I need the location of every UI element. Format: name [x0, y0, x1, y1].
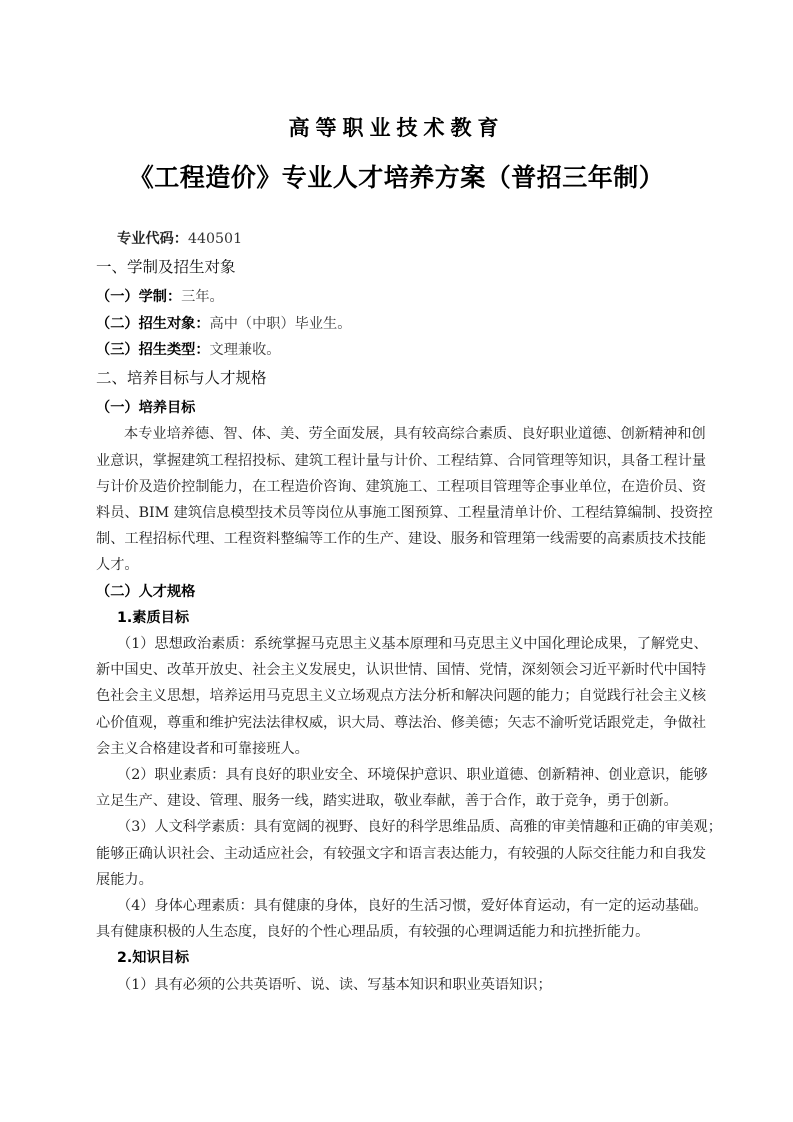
- text-line: 人才。: [96, 557, 139, 574]
- section-1-item: [96, 284, 698, 310]
- document-body: [96, 226, 722, 998]
- text-line: 业意识，掌握建筑工程招投标、建筑工程计量与计价、工程结算、合同管理等知识，具备工程计量: [96, 452, 707, 469]
- text-line: 与计价及造价控制能力，在工程造价咨询、建筑施工、工程项目管理等企事业单位，在造价员、资: [96, 478, 707, 495]
- training-goal-paragraph: [96, 421, 713, 578]
- text-line: 展能力。: [96, 871, 153, 888]
- text-line: 具有健康积极的人生态度，良好的个性心理品质，有较强的心理调适能力和抗挫折能力。: [96, 924, 650, 941]
- item-label: （一）学制：: [96, 289, 182, 306]
- quality-paragraph-physical: [96, 893, 708, 945]
- section-1-heading: 一、学制及招生对象: [96, 258, 236, 277]
- text-line: 本专业培养德、智、体、美、劳全面发展，具有较高综合素质、良好职业道德、创新精神和创: [124, 426, 706, 443]
- text-line: 心价值观，尊重和维护宪法法律权威，识大局、尊法治、修美德；矢志不渝听党话跟党走，争做社: [96, 714, 707, 731]
- quality-goals-heading: 1.素质目标: [117, 609, 190, 626]
- subsection-talent-spec-heading: （二）人才规格: [96, 583, 196, 600]
- text-line: 立足生产、建设、管理、服务一线，踏实进取，敬业奉献，善于合作，敢于竞争，勇于创新。: [96, 793, 678, 810]
- section-1-item: [96, 337, 698, 363]
- subsection-training-goal-heading: （一）培养目标: [96, 400, 196, 417]
- section-2-heading: 二、培养目标与人才规格: [96, 369, 267, 388]
- item-label: （二）招生对象：: [96, 315, 210, 332]
- text-line: 会主义合格建设者和可靠接班人。: [96, 740, 309, 757]
- major-code-value: 440501: [187, 231, 243, 247]
- item-value: 高中（中职）毕业生。: [209, 315, 352, 332]
- major-code-label: 专业代码：: [117, 231, 188, 247]
- text-line: 新中国史、改革开放史、社会主义发展史，认识世情、国情、党情，深刻领会习近平新时代中国特: [96, 662, 707, 679]
- document-title-line1: 高等职业技术教育: [288, 116, 505, 140]
- text-line: （4）身体心理素质：具有健康的身体，良好的生活习惯，爱好体育运动，有一定的运动基础。: [117, 898, 708, 915]
- quality-paragraph-humanities: [96, 814, 722, 893]
- quality-paragraph-political: [96, 631, 708, 762]
- quality-paragraph-professional: [96, 762, 708, 814]
- item-label: （三）招生类型：: [96, 341, 210, 358]
- knowledge-paragraph-english: [96, 972, 698, 998]
- text-line: （3）人文科学素质：具有宽阔的视野、良好的科学思维品质、高雅的审美情趣和正确的审美观；: [117, 819, 722, 836]
- document-title-line2: 《工程造价》专业人才培养方案（普招三年制）: [128, 163, 665, 192]
- text-line: 色社会主义思想，培养运用马克思主义立场观点方法分析和解决问题的能力；自觉践行社会主义核: [96, 688, 707, 705]
- text-line: 制、工程招标代理、工程资料整编等工作的生产、建设、服务和管理第一线需要的高素质技术技能: [96, 531, 707, 548]
- text-line: 能够正确认识社会、主动适应社会，有较强文字和语言表达能力，有较强的人际交往能力和自我发: [96, 845, 707, 862]
- item-value: 文理兼收。: [209, 341, 281, 358]
- section-1-item: [96, 311, 698, 337]
- major-code: [96, 226, 698, 252]
- text-line: 料员、BIM 建筑信息模型技术员等岗位从事施工图预算、工程量清单计价、工程结算编制、投资控: [96, 505, 713, 522]
- knowledge-goals-heading: 2.知识目标: [117, 950, 190, 967]
- text-line: （2）职业素质：具有良好的职业安全、环境保护意识、职业道德、创新精神、创业意识，能够: [117, 767, 708, 784]
- text-line: （1）具有必须的公共英语听、说、读、写基本知识和职业英语知识；: [117, 976, 552, 993]
- text-line: （1）思想政治素质：系统掌握马克思主义基本原理和马克思主义中国化理论成果，了解党史、: [117, 636, 708, 653]
- item-value: 三年。: [181, 289, 224, 306]
